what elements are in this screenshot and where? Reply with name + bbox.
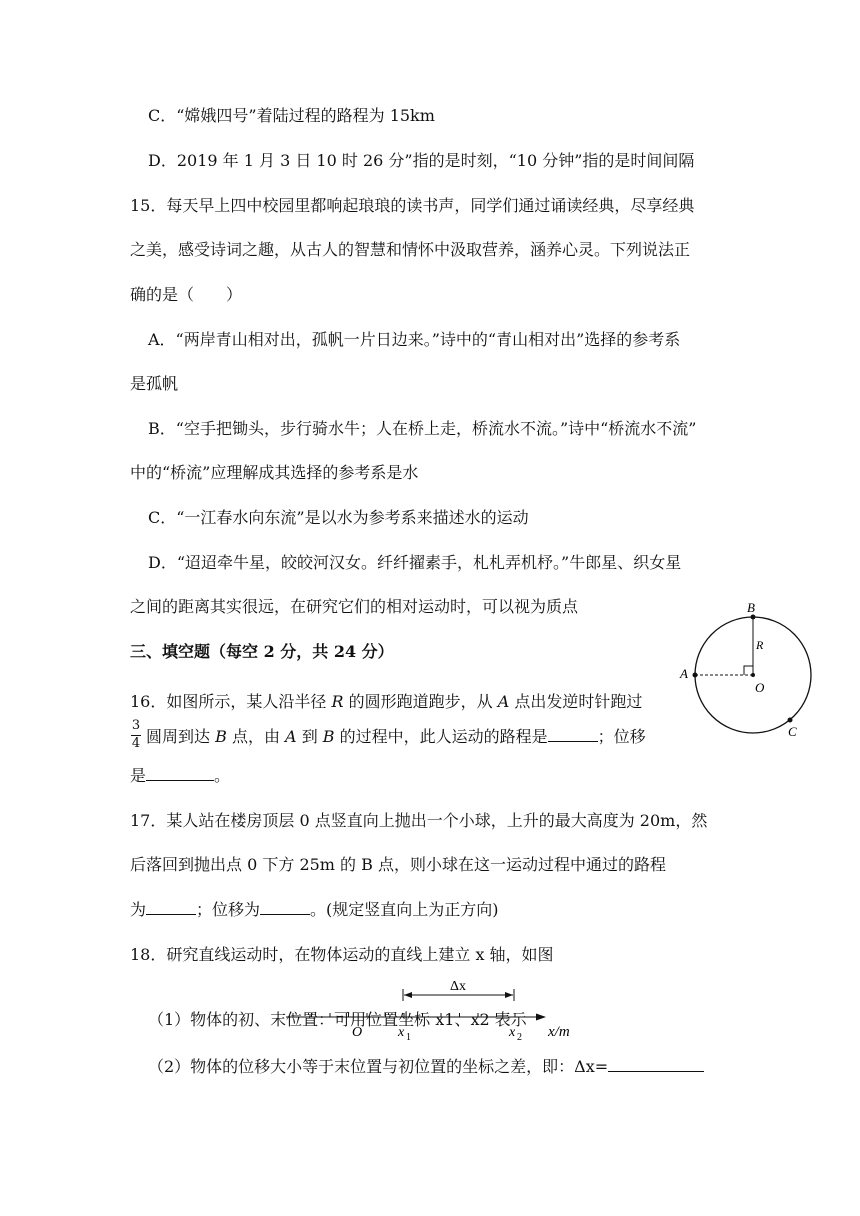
q16-text: 。 xyxy=(214,766,231,785)
q17-text: ；位移为 xyxy=(196,900,261,919)
q17-line1: 17．某人站在楼房顶层 0 点竖直向上抛出一个小球，上升的最大高度为 20m，然 xyxy=(130,811,708,830)
point-o xyxy=(751,673,755,677)
delta-arrow-right-head xyxy=(505,992,513,998)
q16-blank-displacement[interactable] xyxy=(146,766,214,781)
q17-blank-path[interactable] xyxy=(146,900,196,915)
q15-option-a-line1: A．“两岸青山相对出，孤帆一片日边来。”诗中的“青山相对出”选择的参考系 xyxy=(148,330,681,349)
label-axis-unit: x/m xyxy=(548,1024,570,1040)
q16-text: 的圆形跑道跑步，从 xyxy=(343,692,498,711)
q17-blank-displacement[interactable] xyxy=(260,900,310,915)
q16-line3 xyxy=(130,766,230,786)
section-heading: 三、填空题（每空 2 分，共 24 分） xyxy=(130,642,394,661)
label-origin: O xyxy=(352,1025,363,1040)
q18-item2-text: （2）物体的位移大小等于末位置与初位置的坐标之差，即：Δx= xyxy=(148,1057,609,1076)
q14-option-c: C．“嫦娥四号”着陆过程的路程为 15km xyxy=(148,106,435,125)
q15-stem-line1: 15．每天早上四中校园里都响起琅琅的读书声，同学们通过诵读经典，尽享经典 xyxy=(130,196,695,215)
q16-text: 到 xyxy=(296,727,323,746)
label-o: O xyxy=(755,680,765,695)
q16-var-a: A xyxy=(497,692,510,711)
label-r: R xyxy=(756,638,764,652)
label-b: B xyxy=(747,600,755,615)
q17-text: 为 xyxy=(130,900,147,919)
q15-option-d-line1: D．“迢迢牵牛星，皎皎河汉女。纤纤擢素手，札札弄机杼。”牛郎星、织女星 xyxy=(148,553,682,572)
point-c xyxy=(788,718,793,723)
q15-option-d-line2: 之间的距离其实很远，在研究它们的相对运动时，可以视为质点 xyxy=(130,597,579,616)
point-b xyxy=(751,615,756,620)
q14-option-d: D．2019 年 1 月 3 日 10 时 26 分”指的是时刻，“10 分钟”指的是时间间隔 xyxy=(148,151,695,170)
q15-stem-line2: 之美，感受诗词之趣，从古人的智慧和情怀中汲取营养，涵养心灵。下列说法正 xyxy=(130,240,691,259)
q16-text: 点，由 xyxy=(226,727,286,746)
delta-arrow-left-head xyxy=(404,992,412,998)
q18-item2 xyxy=(148,1057,704,1077)
q16-text: 的过程中，此人运动的路程是 xyxy=(334,727,548,746)
q16-text: 点出发逆时针跑过 xyxy=(509,692,643,711)
label-x1: x xyxy=(398,1025,405,1040)
q16-text: ；位移 xyxy=(597,727,646,746)
label-a: A xyxy=(680,666,688,681)
q16-circle-figure xyxy=(670,596,820,746)
q16-var-a: A xyxy=(285,727,297,746)
q17-text: 。(规定竖直向上为正方向) xyxy=(310,900,499,919)
q16-var-b: B xyxy=(322,727,335,746)
q17-line3 xyxy=(130,900,499,920)
q16-text: 16．如图所示，某人沿半径 xyxy=(130,692,332,711)
q15-option-c: C．“一江春水向东流”是以水为参考系来描述水的运动 xyxy=(148,508,529,527)
q18-item1: （1）物体的初、末位置：可用位置坐标 x1、x2 表示 xyxy=(148,1010,527,1029)
q16-line1 xyxy=(130,692,642,712)
label-x1-subscript: 1 xyxy=(406,1032,411,1043)
q17-line2: 后落回到抛出点 0 下方 25m 的 B 点，则小球在这一运动过程中通过的路程 xyxy=(130,855,666,874)
q16-blank-path[interactable] xyxy=(548,727,598,742)
q16-fraction-numerator: 3 xyxy=(131,718,141,733)
q18-line1: 18．研究直线运动时，在物体运动的直线上建立 x 轴，如图 xyxy=(130,945,554,964)
label-x2-subscript: 2 xyxy=(517,1032,522,1043)
q16-fraction-denominator: 4 xyxy=(131,736,141,751)
label-c: C xyxy=(788,724,797,739)
q15-option-a-line2: 是孤帆 xyxy=(130,374,179,393)
q16-var-r: R xyxy=(331,692,344,711)
q15-option-b-line2: 中的“桥流”应理解成其选择的参考系是水 xyxy=(130,463,419,482)
q16-line2 xyxy=(146,727,646,747)
x-axis-arrowhead xyxy=(536,1014,546,1021)
q18-blank-delta-x[interactable] xyxy=(608,1057,704,1072)
q16-var-b: B xyxy=(215,727,227,746)
q16-text: 圆周到达 xyxy=(146,727,216,746)
label-x2: x xyxy=(509,1025,516,1040)
q15-stem-line3: 确的是（ ） xyxy=(130,285,243,304)
point-a xyxy=(693,673,698,678)
q16-text: 是 xyxy=(130,766,147,785)
q15-option-b-line1: B．“空手把锄头，步行骑水牛；人在桥上走，桥流水不流。”诗中“桥流水不流” xyxy=(148,419,697,438)
label-delta-x: Δx xyxy=(450,980,467,994)
